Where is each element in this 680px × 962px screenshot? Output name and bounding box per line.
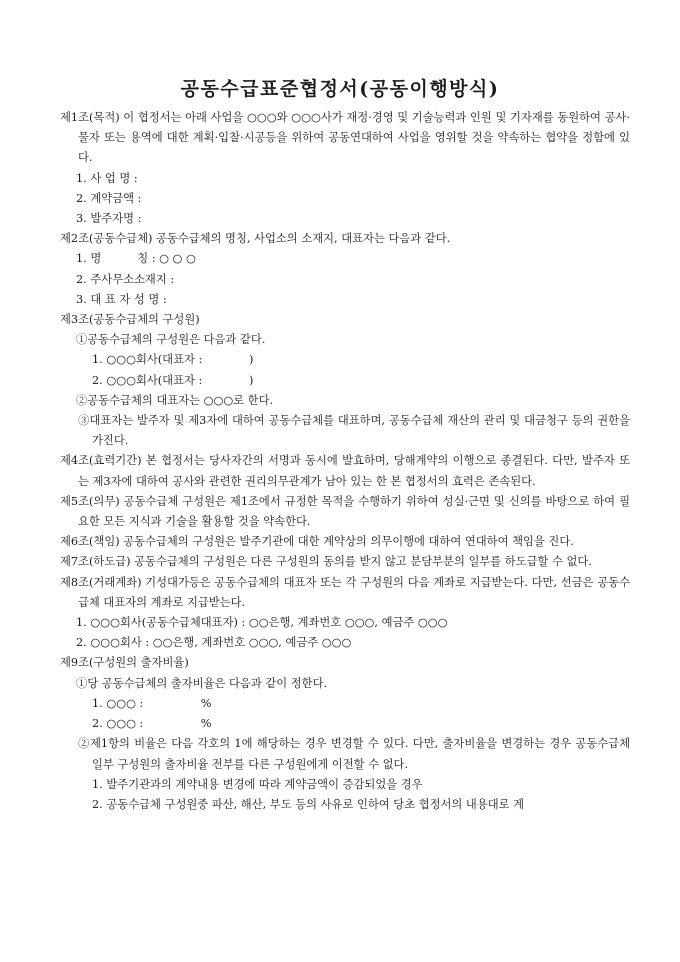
article-8-item-2: 2. ○○○회사 : ○○은행, 계좌번호 ○○○, 예금주 ○○○	[76, 636, 352, 650]
article-1-item-1: 1. 사 업 명 :	[76, 171, 138, 185]
article-9-clause-2-item-2: 2. 공동수급체 구성원중 파산, 해산, 부도 등의 사유로 인하여 당초 협정서의 내용대로 계	[92, 797, 525, 811]
article-9-heading: 제9조(구성원의 출자비율)	[60, 656, 189, 670]
article-3-clause-1-item-1: 1. ○○○회사(대표자 : )	[92, 353, 254, 367]
document-title: 공동수급표준협정서(공동이행방식)	[180, 78, 500, 100]
article-8-item-1: 1. ○○○회사(공동수급체대표자) : ○○은행, 계좌번호 ○○○, 예금주 ○○○	[76, 616, 448, 630]
article-7: 제7조(하도급) 공동수급체의 구성원은 다른 구성원의 동의를 받지 않고 분담부분의 일부를 하도급할 수 없다.	[60, 555, 592, 569]
article-9-clause-1-item-1: 1. ○○○ : %	[92, 696, 212, 710]
article-2: 제2조(공동수급체) 공동수급체의 명칭, 사업소의 소재지, 대표자는 다음과 같다.	[60, 232, 451, 246]
article-4: 제4조(효력기간) 본 협정서는 당사자간의 서명과 동시에 발효하며, 당해계약의 이행으로 종결된다. 다만, 발주자 또는 제3자에 대하여 공사와 관련한 권리의무관계가 남아 있는 한 본 협정서의 효력은 존속된다.	[60, 454, 630, 488]
article-2-item-1: 1. 명 칭 : ○ ○ ○	[76, 252, 196, 266]
article-3-clause-2: ②공동수급체의 대표자는 ○○○로 한다.	[76, 393, 274, 407]
article-2-item-3: 3. 대 표 자 성 명 :	[76, 292, 167, 306]
article-9-clause-2: ②제1항의 비율은 다음 각호의 1에 해당하는 경우 변경할 수 있다. 다만, 출자비율을 변경하는 경우 공동수급체 일부 구성원의 출자비율 전부를 다른 구성원에게 이전할 수 없다.	[78, 737, 630, 771]
article-6: 제6조(책임) 공동수급체의 구성원은 발주기관에 대한 계약상의 의무이행에 대하여 연대하여 책임을 진다.	[60, 535, 574, 549]
article-3-clause-3: ③대표자는 발주자 및 제3자에 대하여 공동수급체를 대표하며, 공동수급체 재산의 관리 및 대금청구 등의 권한을 가진다.	[78, 414, 630, 448]
article-9-clause-2-item-1: 1. 발주기관과의 계약내용 변경에 따라 계약금액이 증감되었을 경우	[92, 777, 423, 791]
article-3-clause-1-item-2: 2. ○○○회사(대표자 : )	[92, 373, 254, 387]
article-9-clause-1-item-2: 2. ○○○ : %	[92, 717, 212, 731]
article-9-clause-1: ①당 공동수급체의 출자비율은 다음과 같이 정한다.	[76, 676, 328, 690]
document-body	[60, 108, 630, 815]
article-5: 제5조(의무) 공동수급체 구성원은 제1조에서 규정한 목적을 수행하기 위하여 성실·근면 및 신의를 바탕으로 하여 필요한 모든 지식과 기술을 활용할 것을 약속한다.	[60, 494, 630, 529]
article-1-item-2: 2. 계약금액 :	[76, 191, 142, 205]
article-3-clause-1: ①공동수급체의 구성원은 다음과 같다.	[76, 333, 266, 347]
article-1: 제1조(목적) 이 협정서는 아래 사업을 ○○○와 ○○○사가 재정·경영 및 기술능력과 인원 및 기자재를 동원하여 공사·물자 또는 용역에 대한 계획·입찰·시공등을 위하여 공동연대하여 사업을 영위할 것을 약속하는 협약을 정함에 있다.	[60, 111, 630, 165]
article-1-item-3: 3. 발주자명 :	[76, 212, 142, 226]
article-8: 제8조(거래계좌) 기성대가등은 공동수급체의 대표자 또는 각 구성원의 다음 계좌로 지급받는다. 다만, 선금은 공동수급체 대표자의 계좌로 지급받는다.	[60, 575, 630, 609]
article-2-item-2: 2. 주사무소소재지 :	[76, 272, 175, 286]
article-3-heading: 제3조(공동수급체의 구성원)	[60, 313, 200, 327]
